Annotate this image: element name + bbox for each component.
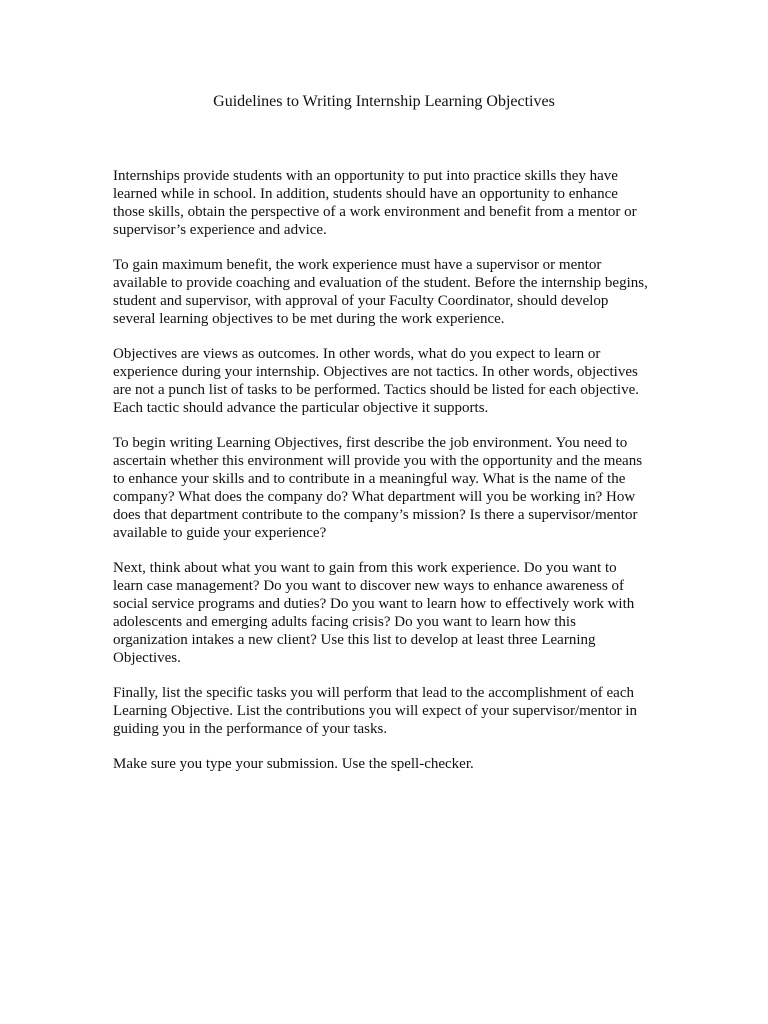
paragraph-goals bbox=[113, 559, 661, 667]
text-line: organization intakes a new client? Use this list to develop at least three Learning bbox=[113, 632, 596, 648]
text-line: Next, think about what you want to gain from this work experience. Do you want to bbox=[113, 560, 617, 576]
paragraph-intro bbox=[113, 167, 661, 239]
text-line: Internships provide students with an opportunity to put into practice skills they have bbox=[113, 168, 618, 184]
text-line: those skills, obtain the perspective of a work environment and benefit from a mentor or bbox=[113, 204, 637, 220]
document-title: Guidelines to Writing Internship Learning Objectives bbox=[213, 93, 555, 110]
text-line: several learning objectives to be met during the work experience. bbox=[113, 311, 505, 327]
text-line: does that department contribute to the company’s mission? Is there a supervisor/mentor bbox=[113, 507, 638, 523]
paragraph-tasks bbox=[113, 684, 661, 738]
text-line: company? What does the company do? What department will you be working in? How bbox=[113, 489, 636, 505]
text-line: social service programs and duties? Do you want to learn how to effectively work with bbox=[113, 596, 635, 612]
text-line: guiding you in the performance of your tasks. bbox=[113, 721, 388, 737]
text-line: student and supervisor, with approval of your Faculty Coordinator, should develop bbox=[113, 293, 609, 309]
text-line: adolescents and emerging adults facing crisis? Do you want to learn how this bbox=[113, 614, 576, 630]
text-line: available to guide your experience? bbox=[113, 525, 327, 541]
text-line: are not a punch list of tasks to be performed. Tactics should be listed for each objective. bbox=[113, 382, 640, 398]
text-line: To gain maximum benefit, the work experience must have a supervisor or mentor bbox=[113, 257, 602, 273]
text-line: experience during your internship. Objectives are not tactics. In other words, objectives bbox=[113, 364, 638, 380]
text-line: learn case management? Do you want to discover new ways to enhance awareness of bbox=[113, 578, 625, 594]
text-line: Learning Objective. List the contributions you will expect of your supervisor/mentor in bbox=[113, 703, 638, 719]
text-line: learned while in school. In addition, students should have an opportunity to enhance bbox=[113, 186, 618, 202]
text-line: Each tactic should advance the particular objective it supports. bbox=[113, 400, 489, 416]
text-line: Objectives are views as outcomes. In other words, what do you expect to learn or bbox=[113, 346, 601, 362]
text-line: supervisor’s experience and advice. bbox=[113, 222, 327, 238]
text-line: Objectives. bbox=[113, 650, 181, 666]
paragraph-job-environment bbox=[113, 434, 661, 542]
document-body bbox=[113, 167, 661, 790]
text-line: ascertain whether this environment will provide you with the opportunity and the means bbox=[113, 453, 643, 469]
paragraph-benefit bbox=[113, 256, 661, 328]
text-line: available to provide coaching and evaluation of the student. Before the internship begins, bbox=[113, 275, 648, 291]
paragraph-objectives bbox=[113, 345, 661, 417]
paragraph-submission bbox=[113, 755, 661, 773]
text-line: Finally, list the specific tasks you will perform that lead to the accomplishment of each bbox=[113, 685, 634, 701]
text-line: To begin writing Learning Objectives, first describe the job environment. You need to bbox=[113, 435, 628, 451]
text-line: Make sure you type your submission. Use the spell-checker. bbox=[113, 756, 474, 772]
text-line: to enhance your skills and to contribute in a meaningful way. What is the name of the bbox=[113, 471, 626, 487]
